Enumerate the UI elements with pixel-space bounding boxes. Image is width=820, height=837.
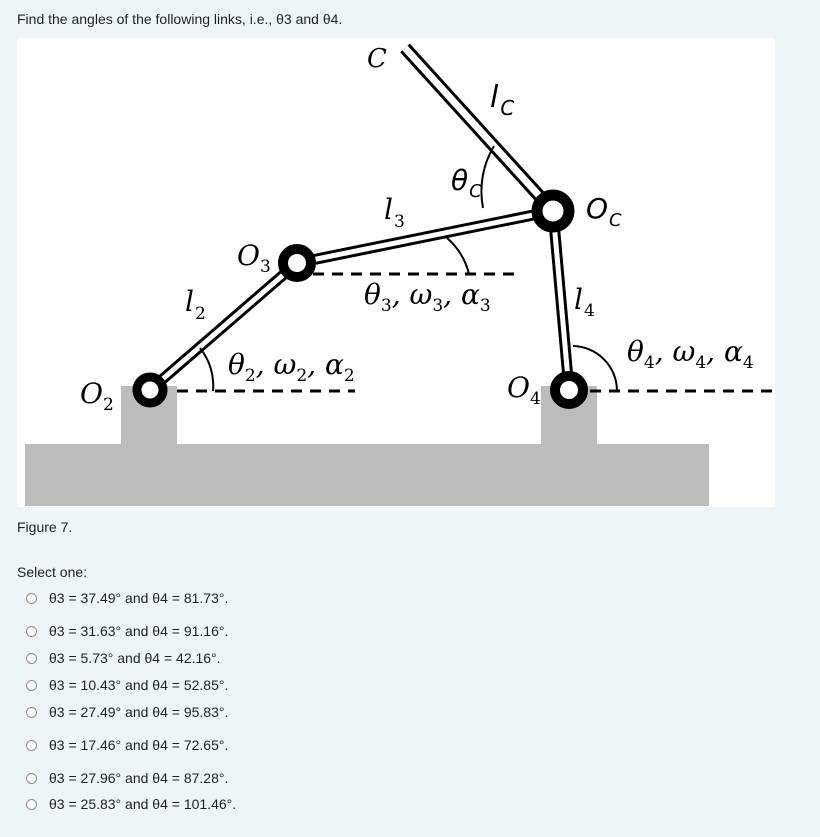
answer-option[interactable] — [26, 796, 236, 812]
label-c: C — [367, 44, 387, 74]
link-4-inner — [553, 211, 569, 390]
linkage-diagram — [17, 38, 775, 507]
answer-option-label: θ3 = 31.63° and θ4 = 91.16°. — [49, 623, 229, 639]
answer-option[interactable] — [26, 737, 228, 753]
joint-oc — [537, 195, 569, 227]
radio-button[interactable] — [26, 740, 37, 751]
select-one-label: Select one: — [17, 564, 88, 580]
answer-option[interactable] — [26, 770, 228, 786]
radio-button[interactable] — [26, 773, 37, 784]
answer-option-label: θ3 = 5.73° and θ4 = 42.16°. — [49, 650, 221, 666]
radio-button[interactable] — [26, 799, 37, 810]
question-text: Find the angles of the following links, i.e., θ3 and θ4. — [17, 11, 343, 27]
label-oc: $O_C$ — [586, 192, 622, 231]
answer-option-label: θ3 = 37.49° and θ4 = 81.73°. — [49, 590, 229, 606]
label-o2: $O_2$ — [80, 377, 114, 415]
answer-option[interactable] — [26, 677, 228, 693]
label-l3: $l_3$ — [384, 193, 405, 232]
answer-option[interactable] — [26, 650, 221, 666]
answer-option[interactable] — [26, 590, 228, 606]
radio-button[interactable] — [26, 680, 37, 691]
label-theta2-group: $\theta_2$, $\omega_2$, $\alpha_2$ — [228, 348, 355, 386]
label-theta-c: $\theta_C$ — [451, 164, 482, 202]
angle-arc-theta-c — [481, 146, 494, 208]
radio-button[interactable] — [26, 626, 37, 637]
answer-option[interactable] — [26, 623, 228, 639]
label-lc: l $_C$ — [490, 80, 515, 120]
label-l2: $l_2$ — [185, 285, 206, 324]
linkage-figure — [17, 38, 775, 507]
joint-o3 — [283, 249, 311, 277]
angle-arc-theta-2 — [200, 348, 213, 391]
label-theta4-group: $\theta_4$, $\omega_4$, $\alpha_4$ — [627, 335, 754, 373]
label-theta3-group: $\theta_3$, $\omega_3$, $\alpha_3$ — [364, 278, 491, 316]
answer-option-label: θ3 = 27.49° and θ4 = 95.83°. — [49, 704, 229, 720]
radio-button[interactable] — [26, 707, 37, 718]
answer-option-label: θ3 = 25.83° and θ4 = 101.46°. — [49, 796, 237, 812]
label-o4: $O_4$ — [507, 371, 541, 409]
answer-option-label: θ3 = 17.46° and θ4 = 72.65°. — [49, 737, 229, 753]
joint-o4 — [555, 376, 583, 404]
radio-button[interactable] — [26, 593, 37, 604]
answer-option[interactable] — [26, 704, 228, 720]
label-o3: $O_3$ — [237, 239, 271, 277]
radio-button[interactable] — [26, 653, 37, 664]
link-3-inner — [297, 211, 553, 263]
angle-arc-theta-3 — [447, 238, 469, 274]
joint-o2 — [137, 377, 163, 403]
figure-caption: Figure 7. — [17, 519, 73, 535]
answer-option-label: θ3 = 27.96° and θ4 = 87.28°. — [49, 770, 229, 786]
answer-option-label: θ3 = 10.43° and θ4 = 52.85°. — [49, 677, 229, 693]
ground-block — [25, 444, 709, 506]
label-l4: $l_4$ — [574, 283, 595, 321]
